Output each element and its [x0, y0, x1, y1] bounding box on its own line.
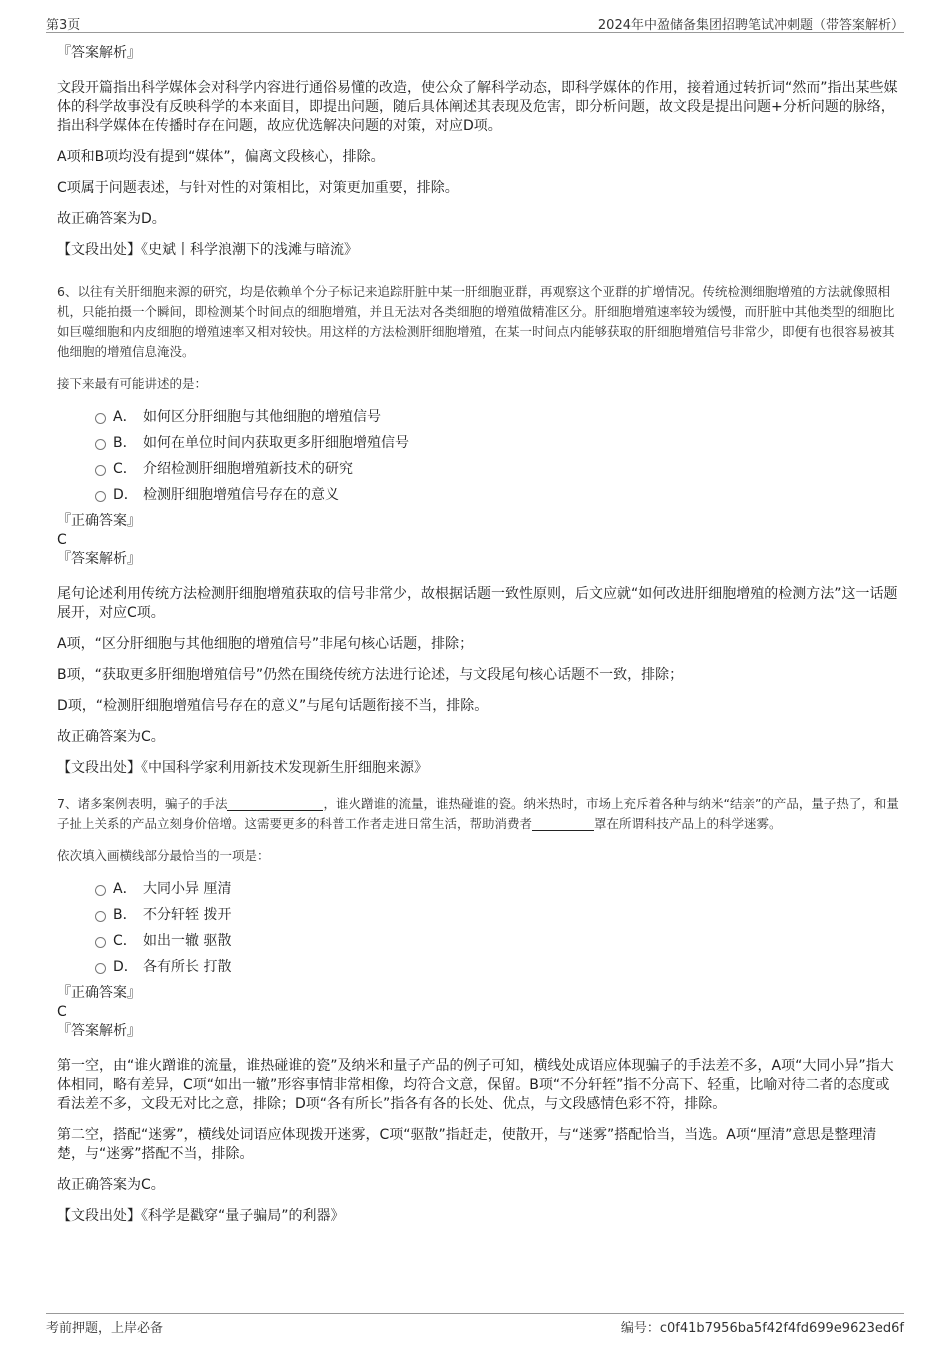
radio-icon[interactable]: [95, 963, 106, 974]
radio-icon[interactable]: [95, 491, 106, 502]
q6-option-c[interactable]: C． 介绍检测肝细胞增殖新技术的研究: [95, 456, 903, 482]
q7-option-a[interactable]: A． 大同小异 厘清: [95, 876, 903, 902]
q6-correct-answer: C: [57, 532, 67, 548]
q7-options: [95, 876, 903, 980]
q7-prompt: 依次填入画横线部分最恰当的一项是：: [57, 848, 270, 863]
q6-analysis-p1: 尾句论述利用传统方法检测肝细胞增殖获取的信号非常少，故根据话题一致性原则，后文应就“如何改进肝细胞增殖的检测方法”这一话题展开，对应C项。: [57, 586, 898, 621]
document-code: 编号：c0f41b7956ba5f42f4fd699e9623ed6f: [620, 1321, 904, 1336]
q6-option-d[interactable]: D． 检测肝细胞增殖信号存在的意义: [95, 482, 903, 508]
q5-source: 【文段出处】《史斌丨科学浪潮下的浅滩与暗流》: [57, 242, 358, 258]
page-number: 第3页: [46, 18, 81, 33]
radio-icon[interactable]: [95, 413, 106, 424]
q7-correct-answer: C: [57, 1004, 67, 1020]
q7-analysis-label: 『答案解析』: [57, 1023, 141, 1039]
q6-analysis-label: 『答案解析』: [57, 551, 141, 567]
q7-option-c[interactable]: C． 如出一辙 驱散: [95, 928, 903, 954]
q6-option-b[interactable]: B． 如何在单位时间内获取更多肝细胞增殖信号: [95, 430, 903, 456]
q5-analysis-p3: C项属于问题表述，与针对性的对策相比，对策更加重要，排除。: [57, 180, 459, 196]
q6-analysis-p2: A项，“区分肝细胞与其他细胞的增殖信号”非尾句核心话题，排除；: [57, 636, 474, 652]
footer-slogan: 考前押题，上岸必备: [46, 1321, 164, 1336]
radio-icon[interactable]: [95, 937, 106, 948]
q6-source: 【文段出处】《中国科学家利用新技术发现新生肝细胞来源》: [57, 760, 428, 776]
page-header: [46, 12, 904, 33]
q7-option-b[interactable]: B． 不分轩轾 拨开: [95, 902, 903, 928]
radio-icon[interactable]: [95, 439, 106, 450]
document-title: 2024年中盈储备集团招聘笔试冲刺题（带答案解析）: [597, 18, 904, 33]
q7-option-d[interactable]: D． 各有所长 打散: [95, 954, 903, 980]
q6-stem: 6、以往有关肝细胞来源的研究，均是依赖单个分子标记来追踪肝脏中某一肝细胞亚群，再观察这个亚群的扩增情况。传统检测细胞增殖的方法就像照相机，只能拍摄一个瞬间，即检测某个时间点的细胞增殖，并且无法对各类细胞的增殖做精准区分。肝细胞增殖速率较为缓慢，而肝脏中其他类型的细胞比如巨噬细胞和内皮细胞的增殖速率又相对较快。用这样的方法检测肝细胞增殖，在某一时间点内能够获取的肝细胞增殖信号非常少，即便有也很容易被其他细胞的增殖信息淹没。: [57, 284, 895, 359]
q5-analysis-p1: 文段开篇指出科学媒体会对科学内容进行通俗易懂的改造，使公众了解科学动态，即科学媒体的作用，接着通过转折词“然而”指出某些媒体的科学故事没有反映科学的本来面目，即提出问题，随后具体阐述其表现及危害，即分析问题，故文段是提出问题+分析问题的脉络，指出科学媒体在传播时存在问题，故应优选解决问题的对策，对应D项。: [57, 80, 898, 134]
q6-analysis-p5: 故正确答案为C。: [57, 729, 165, 745]
q5-analysis-p4: 故正确答案为D。: [57, 211, 166, 227]
q7-source: 【文段出处】《科学是戳穿“量子骗局”的利器》: [57, 1208, 345, 1224]
q6-analysis-p4: D项，“检测肝细胞增殖信号存在的意义”与尾句话题衔接不当，排除。: [57, 698, 489, 714]
blank-2: [532, 816, 594, 831]
blank-1: [227, 796, 323, 811]
q5-analysis-p2: A项和B项均没有提到“媒体”，偏离文段核心，排除。: [57, 149, 385, 165]
q6-options: [95, 404, 903, 508]
q6-correct-label: 『正确答案』: [57, 513, 141, 529]
q7-analysis-p1: 第一空，由“谁火蹭谁的流量，谁热碰谁的瓷”及纳米和量子产品的例子可知，横线处成语应体现骗子的手法差不多，A项“大同小异”指大体相同，略有差异，C项“如出一辙”形容事情非常相像，均符合文意，保留。B项“不分轩轾”指不分高下、轻重，比喻对待二者的态度或看法差不多，文段无对比之意，排除；D项“各有所长”指各有各的长处、优点，与文段感情色彩不符，排除。: [57, 1058, 894, 1112]
q6-prompt: 接下来最有可能讲述的是：: [57, 376, 208, 391]
radio-icon[interactable]: [95, 465, 106, 476]
radio-icon[interactable]: [95, 911, 106, 922]
q6-analysis-p3: B项，“获取更多肝细胞增殖信号”仍然在围绕传统方法进行论述，与文段尾句核心话题不一致，排除；: [57, 667, 684, 683]
q7-analysis-p2: 第二空，搭配“迷雾”，横线处词语应体现拨开迷雾，C项“驱散”指赶走，使散开，与“迷雾”搭配恰当，当选。A项“厘清”意思是整理清楚，与“迷雾”搭配不当，排除。: [57, 1127, 877, 1162]
q6-option-a[interactable]: A． 如何区分肝细胞与其他细胞的增殖信号: [95, 404, 903, 430]
q7-stem: 7、诸多案例表明，骗子的手法 ，谁火蹭谁的流量，谁热碰谁的瓷。纳米热时，市场上充斥着各种与纳米“结亲”的产品，量子热了，和量子扯上关系的产品立刻身价倍增。这需要更多的科普工作者走进日常生活，帮助消费者 罩在所谓科技产品上的科学迷雾。: [57, 796, 899, 831]
radio-icon[interactable]: [95, 885, 106, 896]
q7-analysis-p3: 故正确答案为C。: [57, 1177, 165, 1193]
q7-correct-label: 『正确答案』: [57, 985, 141, 1001]
page-footer: [46, 1313, 904, 1336]
q5-analysis-label: 『答案解析』: [57, 45, 141, 61]
document-body: [57, 44, 903, 1238]
